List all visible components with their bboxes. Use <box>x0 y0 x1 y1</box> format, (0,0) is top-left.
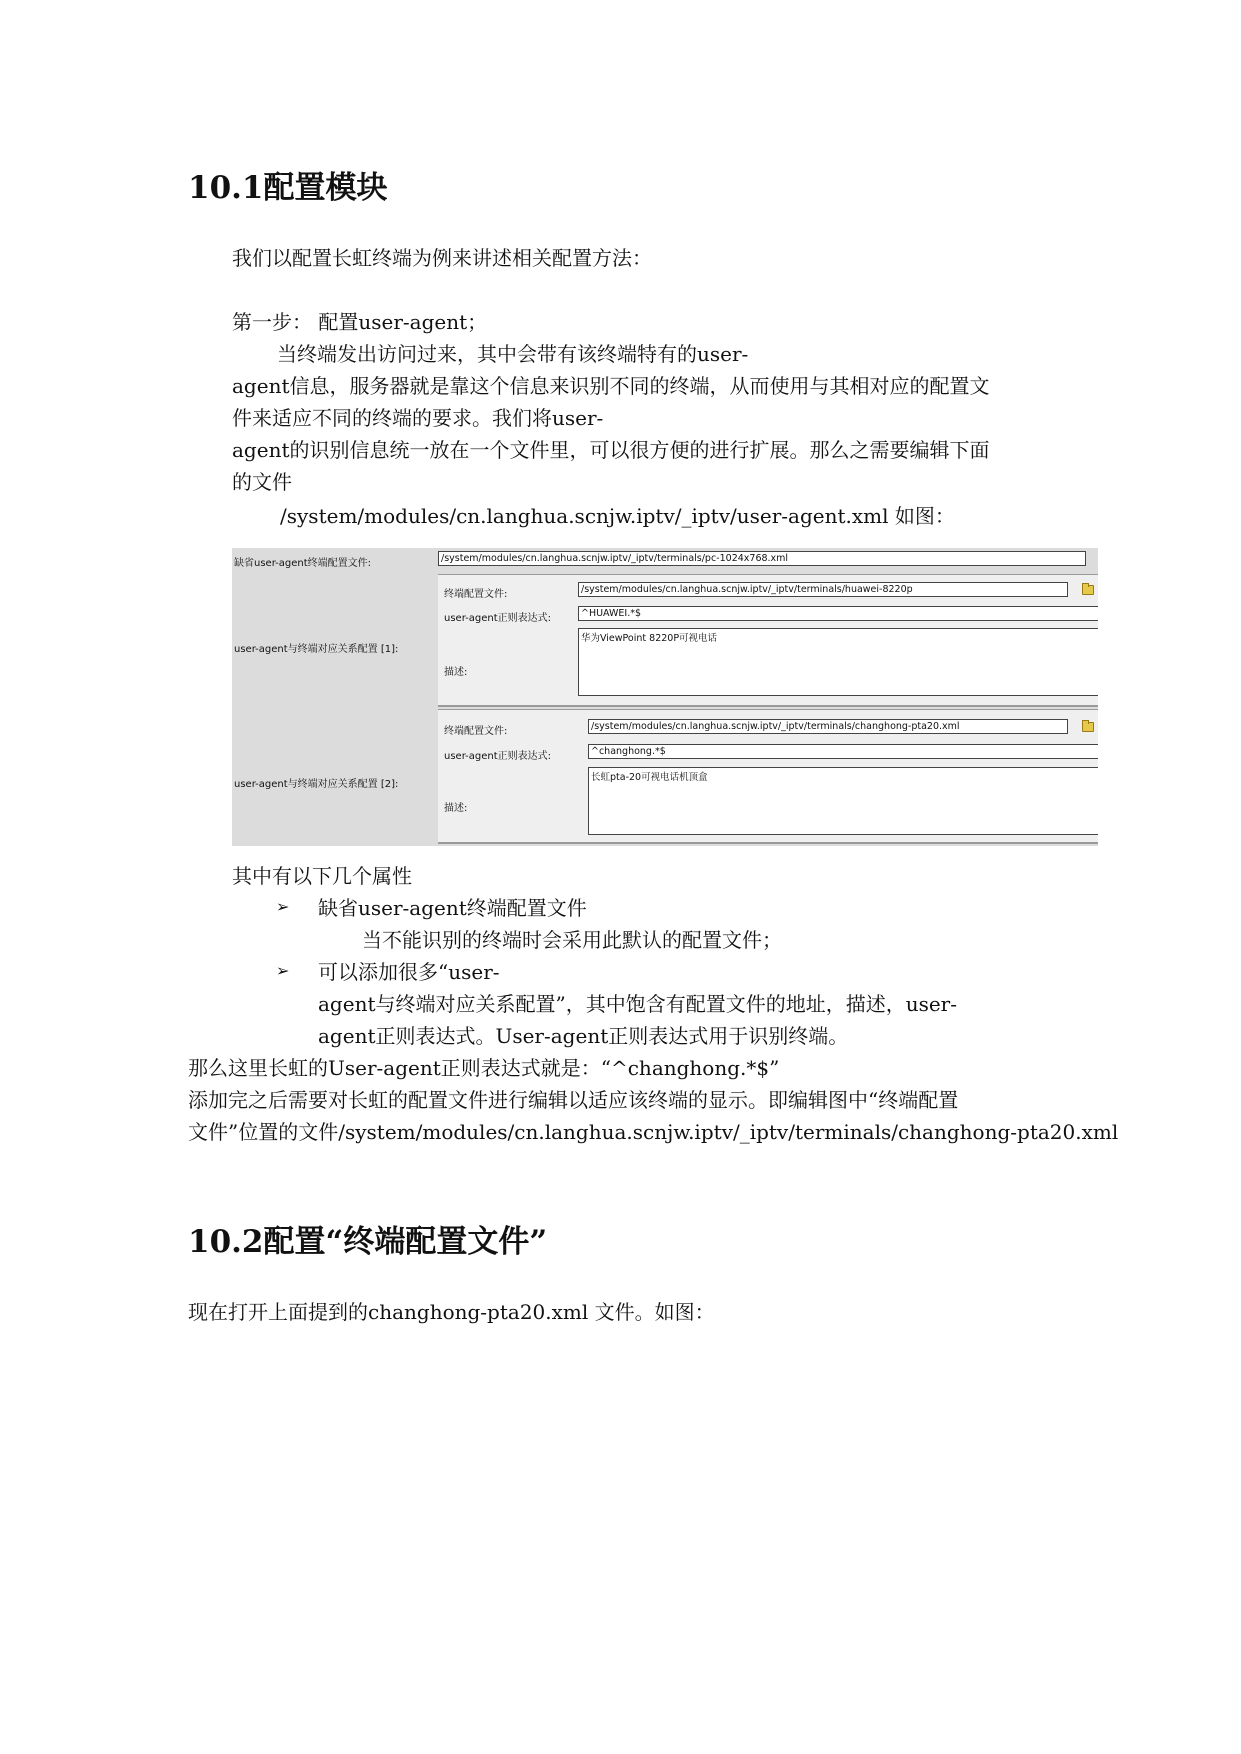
paragraph-line: agent信息，服务器就是靠这个信息来识别不同的终端，从而使用与其相对应的配置文 <box>232 374 990 398</box>
file-label: 终端配置文件: <box>444 726 508 737</box>
desc-label: 描述: <box>444 803 468 814</box>
mapping-2-label: user-agent与终端对应关系配置 [2]: <box>234 779 399 790</box>
closing-line: 那么这里长虹的User-agent正则表达式就是：“^changhong.*$” <box>188 1056 780 1080</box>
attribute-title: 缺省user-agent终端配置文件 <box>318 896 587 920</box>
folder-icon[interactable] <box>1082 585 1094 595</box>
regex-label: user-agent正则表达式: <box>444 751 552 762</box>
regex-input[interactable]: ^HUAWEI.*$ <box>578 606 1098 621</box>
paragraph-line: 件来适应不同的终端的要求。我们将user- <box>232 406 604 430</box>
section-heading: 10.2配置“终端配置文件” <box>188 1224 548 1260</box>
attribute-line: agent正则表达式。User-agent正则表达式用于识别终端。 <box>318 1024 849 1048</box>
attribute-line: 可以添加很多“user- <box>318 960 500 984</box>
attributes-intro: 其中有以下几个属性 <box>232 864 412 888</box>
desc-label: 描述: <box>444 667 468 678</box>
file-path-line: /system/modules/cn.langhua.scnjw.iptv/_iptv/user-agent.xml 如图： <box>280 504 955 528</box>
file-label: 终端配置文件: <box>444 589 508 600</box>
paragraph-line: agent的识别信息统一放在一个文件里，可以很方便的进行扩展。那么之需要编辑下面 <box>232 438 990 462</box>
mapping-1-block <box>438 574 1098 707</box>
paragraph-line: 当终端发出访问过来，其中会带有该终端特有的user- <box>277 342 749 366</box>
regex-label: user-agent正则表达式: <box>444 613 552 624</box>
paragraph-line: 的文件 <box>232 470 292 494</box>
intro-text: 我们以配置长虹终端为例来讲述相关配置方法： <box>232 246 652 270</box>
attribute-line: agent与终端对应关系配置”，其中饱含有配置文件的地址，描述，user- <box>318 992 958 1016</box>
mapping-2-block <box>438 709 1098 844</box>
desc-textarea[interactable]: 华为ViewPoint 8220P可视电话 <box>578 628 1098 696</box>
config-screenshot <box>232 548 1098 846</box>
bullet-arrow-icon: ➢ <box>276 961 290 980</box>
section-heading: 10.1配置模块 <box>188 170 388 206</box>
regex-input[interactable]: ^changhong.*$ <box>588 744 1098 759</box>
desc-textarea[interactable]: 长虹pta-20可视电话机顶盒 <box>588 767 1098 835</box>
default-config-label: 缺省user-agent终端配置文件: <box>234 558 372 569</box>
attribute-desc: 当不能识别的终端时会采用此默认的配置文件； <box>362 928 782 952</box>
terminal-file-input[interactable]: /system/modules/cn.langhua.scnjw.iptv/_iptv/terminals/huawei-8220p <box>578 582 1068 597</box>
closing-line: 文件”位置的文件/system/modules/cn.langhua.scnjw.iptv/_iptv/terminals/changhong-pta20.xml <box>188 1120 1119 1144</box>
step-title: 第一步： 配置user-agent； <box>232 310 488 334</box>
terminal-file-input[interactable]: /system/modules/cn.langhua.scnjw.iptv/_iptv/terminals/changhong-pta20.xml <box>588 719 1068 734</box>
mapping-1-label: user-agent与终端对应关系配置 [1]: <box>234 644 399 655</box>
closing-line: 添加完之后需要对长虹的配置文件进行编辑以适应该终端的显示。即编辑图中“终端配置 <box>188 1088 959 1112</box>
default-config-input[interactable]: /system/modules/cn.langhua.scnjw.iptv/_iptv/terminals/pc-1024x768.xml <box>438 551 1086 566</box>
bullet-arrow-icon: ➢ <box>276 897 290 916</box>
folder-icon[interactable] <box>1082 722 1094 732</box>
section-text: 现在打开上面提到的changhong-pta20.xml 文件。如图： <box>188 1300 715 1324</box>
